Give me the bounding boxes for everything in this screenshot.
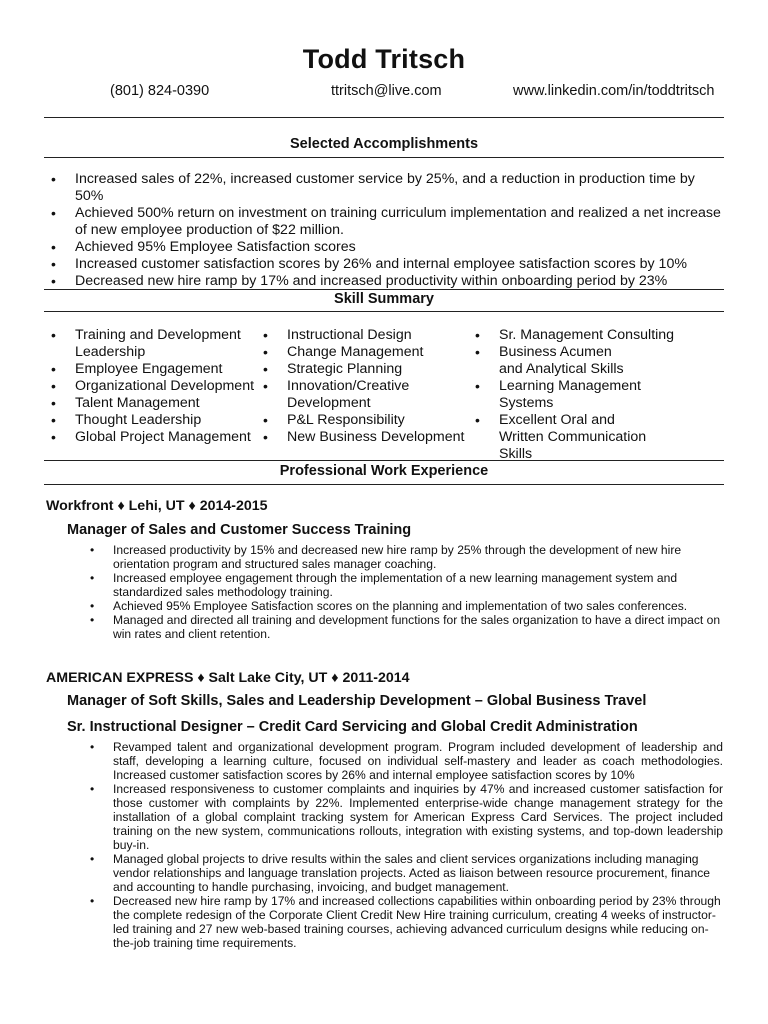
divider-top-accomplishments bbox=[44, 117, 724, 118]
divider-bottom-experience bbox=[44, 484, 724, 485]
job-heading-amex: AMERICAN EXPRESS ♦ Salt Lake City, UT ♦ 2011-2014 bbox=[46, 670, 410, 686]
divider-top-skills bbox=[44, 289, 724, 290]
list-item: • Learning Management Systems bbox=[468, 378, 683, 412]
list-item: • Revamped talent and organizational development program. Program included development of leadership and staff, developing a learning culture, focused on individual self-mastery and leader as coach methodologies. Increased customer satisfaction scores by 26% and internal employee satisfaction scores by 10% bbox=[90, 740, 723, 782]
list-item: • Decreased new hire ramp by 17% and increased productivity within onboarding period by 23% bbox=[44, 273, 724, 290]
list-item: • Achieved 500% return on investment on training curriculum implementation and realized a net increase of new employee production of $22 million. bbox=[44, 205, 724, 239]
accomplishments-heading: Selected Accomplishments bbox=[289, 136, 479, 152]
experience-heading: Professional Work Experience bbox=[279, 463, 489, 479]
list-item: • Increased customer satisfaction scores by 26% and internal employee satisfaction scores by 10% bbox=[44, 256, 724, 273]
divider-top-experience bbox=[44, 460, 724, 461]
skills-column-3 bbox=[468, 327, 683, 463]
list-item: • Employee Engagement bbox=[44, 361, 259, 378]
list-item: • Managed and directed all training and development functions for the sales organization to have a direct impact on win rates and client retention. bbox=[90, 613, 723, 641]
job-title-workfront: Manager of Sales and Customer Success Training bbox=[67, 522, 412, 538]
divider-bottom-accomplishments bbox=[44, 157, 724, 158]
list-item: • Excellent Oral and Written Communication Skills bbox=[468, 412, 683, 463]
list-item: • Instructional Design bbox=[256, 327, 471, 344]
phone-number: (801) 824-0390 bbox=[110, 83, 210, 99]
list-item: • Business Acumen and Analytical Skills bbox=[468, 344, 683, 378]
job-title-amex-1: Manager of Soft Skills, Sales and Leadership Development – Global Business Travel bbox=[67, 693, 647, 709]
amex-bullets bbox=[90, 740, 723, 950]
job-title-amex-2: Sr. Instructional Designer – Credit Card Servicing and Global Credit Administration bbox=[67, 719, 638, 735]
list-item: • Talent Management bbox=[44, 395, 259, 412]
list-item: • Increased sales of 22%, increased customer service by 25%, and a reduction in production time by 50% bbox=[44, 171, 724, 205]
list-item: • Achieved 95% Employee Satisfaction scores on the planning and implementation of two sales conferences. bbox=[90, 599, 723, 613]
skills-column-2 bbox=[256, 327, 471, 446]
list-item: • Increased productivity by 15% and decreased new hire ramp by 25% through the development of new hire orientation program and structured sales manager coaching. bbox=[90, 543, 723, 571]
workfront-bullets bbox=[90, 543, 723, 641]
skills-column-1 bbox=[44, 327, 259, 446]
list-item: • Sr. Management Consulting bbox=[468, 327, 683, 344]
linkedin-url[interactable]: www.linkedin.com/in/toddtritsch bbox=[513, 83, 715, 99]
list-item: • Increased responsiveness to customer complaints and inquiries by 47% and increased customer satisfaction for those customer with complaints by 22%. Implemented enterprise-wide change management strategy for the installation of a global complaint tracking system for American Express Card Services. The project included training on the new system, communications rollouts, integration with existing systems, and top-down leadership buy-in. bbox=[90, 782, 723, 852]
list-item: • Increased employee engagement through the implementation of a new learning management system and standardized sales methodology training. bbox=[90, 571, 723, 599]
list-item: • Managed global projects to drive results within the sales and client services organizations including managing vendor relationships and language translation projects. Acted as liaison between resource procurement, finance and accounting to handle purchasing, invoicing, and budget management. bbox=[90, 852, 723, 894]
divider-bottom-skills bbox=[44, 311, 724, 312]
email-address[interactable]: ttritsch@live.com bbox=[331, 83, 442, 99]
job-heading-workfront: Workfront ♦ Lehi, UT ♦ 2014-2015 bbox=[46, 498, 268, 514]
list-item: • Innovation/Creative Development bbox=[256, 378, 471, 412]
list-item: • P&L Responsibility bbox=[256, 412, 471, 429]
list-item: • Decreased new hire ramp by 17% and increased collections capabilities within onboarding period by 23% through the complete redesign of the Corporate Client Credit New Hire training curriculum, creating 4 weeks of instructor-led training and 27 new web-based training courses, achieving advanced curriculum designs while reducing on-the-job training time requirements. bbox=[90, 894, 723, 950]
skills-heading: Skill Summary bbox=[334, 291, 434, 307]
list-item: • Global Project Management bbox=[44, 429, 259, 446]
list-item: • Achieved 95% Employee Satisfaction scores bbox=[44, 239, 724, 256]
list-item: • Organizational Development bbox=[44, 378, 259, 395]
candidate-name: Todd Tritsch bbox=[302, 44, 466, 74]
list-item: • Training and Development Leadership bbox=[44, 327, 259, 361]
list-item: • Thought Leadership bbox=[44, 412, 259, 429]
list-item: • Change Management bbox=[256, 344, 471, 361]
list-item: • Strategic Planning bbox=[256, 361, 471, 378]
list-item: • New Business Development bbox=[256, 429, 471, 446]
accomplishments-list bbox=[44, 171, 724, 290]
